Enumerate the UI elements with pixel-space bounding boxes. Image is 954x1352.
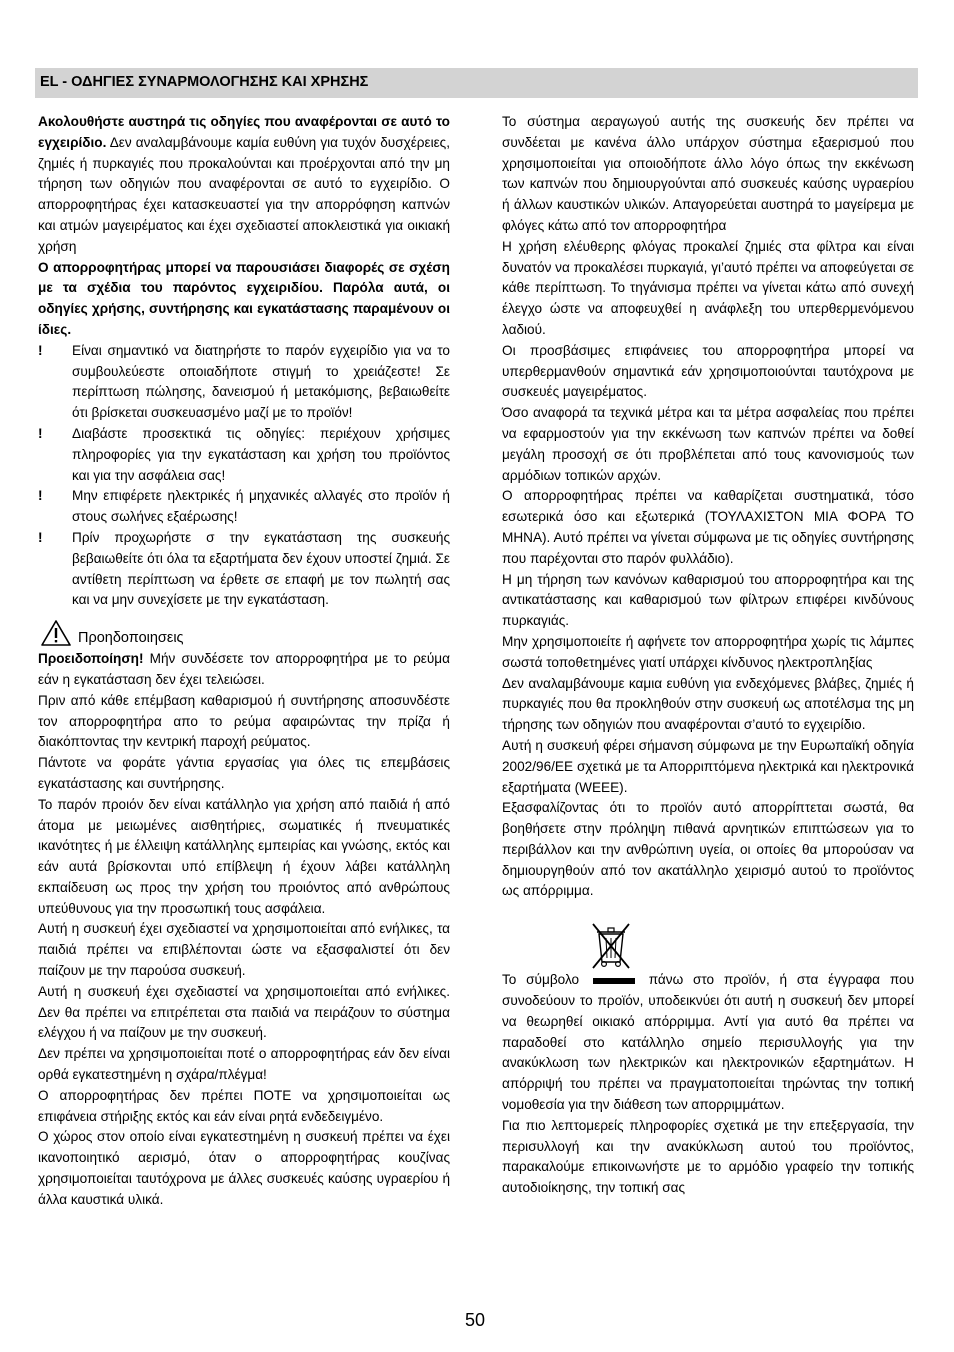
intro-paragraph [38,112,450,258]
right-paragraph: Η μη τήρηση των κανόνων καθαρισμού του απορροφητήρα και της αντικατάστασης και καθαρισμού των φίλτρων επιφέρει κινδύνους πυρκαγιάς. [502,571,914,629]
right-paragraph: Οι προσβάσιμες επιφάνειες του απορροφητήρα μπορεί να υπερθερμανθούν σημαντικά εάν χρησιμοποιούνται ταυτόχρονα με συσκευές μαγειρέματος. [502,342,914,400]
intro-bold: Ακολουθήστε αυστηρά τις οδηγίες που αναφέρονται σε αυτό το εγχειρίδιο. [38,114,450,150]
warning-paragraph [38,649,450,691]
left-column [38,112,450,1211]
right-paragraph: Όσο αναφορά τα τεχνικά μέτρα και τα μέτρα ασφαλείας που πρέπει να εφαρμοστούν για την εκκένωση των καπνών πρέπει να δοθεί μεγάλη προσοχή σε ότι προβλέπεται από τους κανονισμούς των αρμόδιων τοπικών αρχών. [502,405,914,483]
right-paragraph: Εξασφαλίζοντας ότι το προϊόν αυτό απορρίπτεται σωστά, θα βοηθήσετε στην πρόληψη πιθανά αρνητικών επιπτώσεων για το περιβάλλον και την ανθρώπινη υγεία, οι οποίες θα μπορούσαν να δημιουργηθούν από τον ακατάλληλο χειρισμό αυτού το προϊόντος ως απόρριμμα. [502,800,914,899]
section-title: EL - ΟΔΗΓΙΕΣ ΣΥΝΑΡΜΟΛΟΓΗΣΗΣ ΚΑΙ ΧΡΗΣΗΣ [40,74,369,90]
weee-symbol-area [502,910,914,970]
right-paragraph: Αυτή η συσκευή φέρει σήμανση σύμφωνα με την Ευρωπαϊκή οδηγία 2002/96/ΕΕ σχετικά με τα Απορριπτόμενα ηλεκτρικά και ηλεκτρονικά εξαρτήματα (WEEE). [502,737,914,795]
right-paragraph: Μην χρησιμοποιείτε ή αφήνετε τον απορροφητήρα χωρίς τις λάμπες σωστά τοποθετημένες γιατί υπάρχει κίνδυνος ηλεκτροπληξίας [502,633,914,670]
warnings-title: Προηδοποιησεις [78,630,184,647]
exclamation-icon: ! [38,425,43,441]
bullet-item [38,528,450,611]
left-paragraph: Το παρόν προιόν δεν είναι κατάλληλο για χρήση από παιδιά ή από άτομα με μειωμένες αισθητήριες, σωματικές ή πνευματικές ικανότητες ή με έλλειψη κατάλληλης εμπειρίας και γνώσης, εκτός και εάν αυτά βρίσκονται υπό επίβλεψη ή έχουν λάβει κατάλληλη εκπαίδευση ως προς την χρήση του προιόντος από ανθρώπους υπεύθυνους για την προσωπική τους ασφάλεια. [38,796,450,916]
contact-paragraph: Για πιο λεπτομερείς πληροφορίες σχετικά με την επεξεργασία, την περισυλλογή και την ανακύκλωση αυτού του προϊόντος, παρακαλούμε επικοινωνήστε με το αρμόδιο γραφείο την τοπικής αυτοδιοίκησης, την τοπική σας [502,1117,914,1196]
bullet-item [38,424,450,486]
bullet-item [38,486,450,528]
bullet-item [38,341,450,424]
left-paragraph: Πριν από κάθε επέμβαση καθαρισμού ή συντήρησης αποσυνδέστε τον απορροφητήρα απο το ρεύμα αφαιρώντας την πρίζα ή διακόπτοντας την κεντρική παροχή ρεύματος. [38,692,450,750]
symbol-paragraph [502,970,914,1116]
left-paragraph: Αυτή η συσκευή έχει σχεδιαστεί να χρησιμοποιείται από ενήλικες. Δεν θα πρέπει να επιτρέπεται στα παιδιά να πειράζουν το σύστημα ελέγχου ή να παίζουν με την συσκευή. [38,983,450,1041]
left-paragraph: Δεν πρέπει να χρησιμοποιείται ποτέ ο απορροφητήρας εάν δεν είναι ορθά εγκατεστημένη η σχάρα/πλέγμα! [38,1046,450,1083]
warnings-heading [38,619,450,649]
section-header [35,68,918,98]
bullet-text: Είναι σημαντικό να διατηρήστε το παρόν εγχειρίδιο για να το συμβουλεύεστε οποιαδήποτε στιγμή το χρειάζεστε! Σε περίπτωση πώλησης, δανεισμού ή μετακόμισης, βεβαιωθείτε ότι βρίσκεται συσκευασμένο μαζί με το προϊόν! [72,342,450,421]
left-paragraph: Ο χώρος στον οποίο είναι εγκατεστημένη η συσκευή πρέπει να έχει ικανοποιητικό αερισμό, όταν ο απορροφητήρας κουζίνας χρησιμοποιείται ταυτόχρονα με άλλες συσκευές καύσης υγραερίου ή άλλα καυστικά υλικά. [38,1129,450,1207]
right-paragraph: Ο απορροφητήρας πρέπει να καθαρίζεται συστηματικά, τόσο εσωτερικά όσο και εξωτερικά (ΤΟΥΛΑΧΙΣΤΟΝ ΜΙΑ ΦΟΡΑ ΤΟ ΜΗΝΑ). Αυτό πρέπει να γίνεται σύμφωνα με τις οδηγίες συντήρησης που παρέχονται στο παρόν φυλλάδιο). [502,488,914,566]
bullet-text: Μην επιφέρετε ηλεκτρικές ή μηχανικές αλλαγές στο προϊόν ή στους σωλήνες εξαέρωσης! [72,488,450,525]
right-paragraph: Δεν αναλαμβάνουμε καμια ευθύνη για ενδεχόμενες βλάβες, ζημιές ή πυρκαγιές που θα προκληθούν στην συσκευή ως αποτέλσμα της μη τήρησης των οδηγιών που αναφέρονται σ’αυτό το εγχειρίδιο. [502,675,914,733]
symbol-prefix: Το σύμβολο [502,972,580,988]
right-paragraph: Η χρήση ελέυθερης φλόγας προκαλεί ζημιές στα φίλτρα και είναι δυνατόν να προκαλέσει πυρκαγιά, γι’αυτό πρέπει να αποφεύγεται σε κάθε περίπτωση. Το τηγάνισμα πρέπει να γίνεται κάτω από συνεχή έλεγχο ώστε να αποφευχθεί η ανάφλεξη του υπερθερμενόμενου λαδιού. [502,238,914,337]
bullet-text: Διαβάστε προσεκτικά τις οδηγίες: περιέχουν χρήσιμες πληροφορίες για την εγκατάσταση και χρήση του προϊόντος και για την ασφάλεια σας! [72,425,450,483]
right-paragraph: Το σύστημα αεραγωγού αυτής της συσκευής δεν πρέπει να συνδέεται με κανένα άλλο υπάρχον σύστημα εξαερισμού που χρησιμοποιείται για οποιοδήποτε άλλο λόγο όπως την εκκένωση των καπνών που δημιουργούνται από συσκευές καύσης υγραερίου ή άλλων καυστικών υλικών. Απαγορεύεται αυστηρά το μαγείρεμα με φλόγες κάτω από τον απορροφητήρα [502,114,914,233]
warning-label: Προειδοποίηση! [38,651,144,667]
differences-note: Ο απορροφητήρας μπορεί να παρουσιάσει διαφορές σε σχέση με τα σχέδια του παρόντος εγχειριδίου. Παρόλα αυτά, οι οδηγίες χρήσης, συντήρησης και εγκατάστασης παραμένουν οι ίδιες. [38,259,450,337]
exclamation-icon: ! [38,342,43,358]
exclamation-icon: ! [38,529,43,545]
warning-triangle-icon [40,619,72,647]
right-column [502,112,914,1199]
intro-rest: Δεν αναλαμβάνουμε καμία ευθύνη για τυχόν δυσχέρειες, ζημιές ή πυρκαγιές που προκαλούνται και προέρχονται από την μη τήρηση των οδηγιών που αναφέρονται σε αυτό το εγχειρίδιο. Ο απορροφητήρας έχει κατασκευαστεί για την απορρόφηση καπνών και ατμών μαγειρέματος και έχει σχεδιαστεί αποκλειστικά για οικιακή χρήση [38,134,450,254]
left-paragraph: Πάντοτε να φοράτε γάντια εργασίας για όλες τις επεμβάσεις εγκατάστασης και συντήρησης. [38,755,450,791]
crossed-bin-icon [591,922,631,970]
bullet-text: Πρίν προχωρήστε σ την εγκατάσταση της συσκευής βεβαιωθείτε ότι όλα τα εξαρτήματα δεν έχουν υποστεί ζημιά. Σε αντίθετη περίπτωση να έρθετε σε επαφή με τον πωλητή σας και να μην συνεχίσετε με την εγκατάσταση. [72,529,450,608]
warning-text: Μήν συνδέσετε τον απορροφητήρα με το ρεύμα εάν η εγκατάσταση δεν έχει τελειώσει. [38,651,450,687]
exclamation-icon: ! [38,488,43,504]
black-bar-icon [593,978,635,984]
symbol-text: πάνω στο προϊόν, ή στα έγγραφα που συνοδεύουν το προϊόν, υποδεικνύει ότι αυτή η συσκευή δεν μπορεί να θεωρηθεί οικιακό απόρριμμα. Αντί για αυτό θα πρέπει να παραδοθεί στο κατάλληλο σημείο περισυλλογής για την ανακύκλωση των ηλεκτρικών και ηλεκτρονικών εξαρτημάτων. Η απόρριψή του πρέπει να πραγματοποιείται τηρώντας την τοπική νομοθεσία για την διάθεση των απορριμμάτων. [502,972,915,1113]
page-number: 50 [465,1310,486,1330]
left-paragraph: Αυτή η συσκευή έχει σχεδιαστεί να χρησιμοποιείται από ενήλικες, τα παιδιά πρέπει να επιβλέπονται ώστε να εξασφαλιστεί ότι δεν παίζουν με την παρούσα συσκευή. [38,921,450,979]
left-paragraph: Ο απορροφητήρας δεν πρέπει ΠΟΤΕ να χρησιμοποιείται ως επιφάνεια στήριξης εκτός και εάν είναι ρητά ενδεδειγμένο. [38,1087,450,1124]
